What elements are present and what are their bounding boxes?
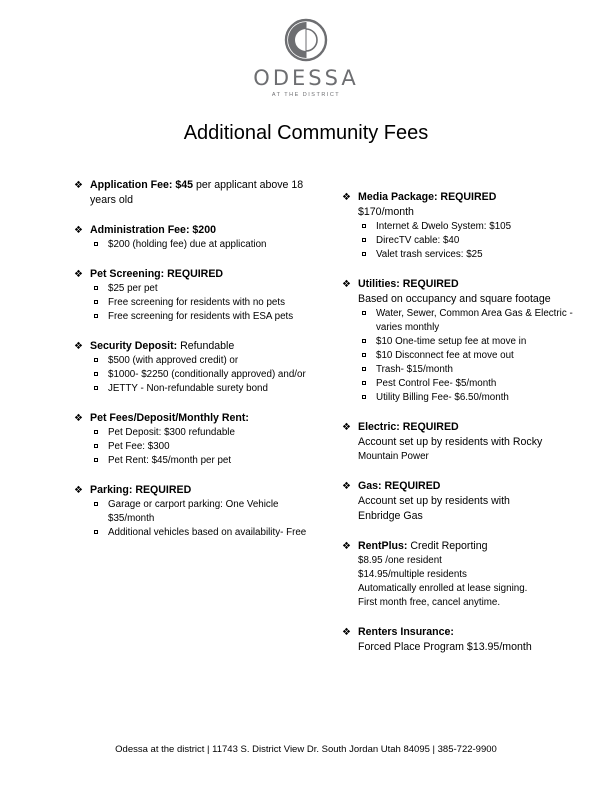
utilities-list [358,307,578,405]
rentplus-label: RentPlus: [358,540,408,552]
pet-screening-list [90,282,314,324]
pet-fees-list [90,426,314,468]
renters-insurance-line: Forced Place Program $13.95/month [358,641,532,653]
square-bullet-icon [362,395,366,399]
diamond-bullet-icon: ❖ [342,192,351,203]
square-bullet-icon [94,242,98,246]
pet-screening-section [74,267,314,324]
security-deposit-section [74,339,314,396]
renters-insurance-label: Renters Insurance: [358,626,454,638]
list-item: Pest Control Fee- $5/month [360,377,578,391]
list-item: $25 per pet [92,282,314,296]
pet-screening-label: Pet Screening: REQUIRED [90,268,224,280]
square-bullet-icon [362,238,366,242]
parking-label: Parking: REQUIRED [90,484,192,496]
logo [0,18,612,98]
diamond-bullet-icon: ❖ [74,485,83,496]
left-column [74,178,314,555]
administration-fee-list [90,238,314,252]
rentplus-section [342,539,578,610]
parking-section [74,483,314,540]
diamond-bullet-icon: ❖ [342,481,351,492]
list-item: Trash- $15/month [360,363,578,377]
media-package-label: Media Package: REQUIRED [358,191,497,203]
square-bullet-icon [94,372,98,376]
square-bullet-icon [94,286,98,290]
utilities-label: Utilities: REQUIRED [358,278,459,290]
list-item: Pet Deposit: $300 refundable [92,426,314,440]
square-bullet-icon [94,444,98,448]
security-deposit-text: Refundable [177,340,235,352]
list-item: Additional vehicles based on availability- Free [92,526,314,540]
utilities-section [342,277,578,405]
list-item: Pet Rent: $45/month per pet [92,454,314,468]
square-bullet-icon [94,530,98,534]
right-column [342,190,578,670]
list-item: Free screening for residents with no pets [92,296,314,310]
square-bullet-icon [94,430,98,434]
list-item: JETTY - Non-refundable surety bond [92,382,314,396]
square-bullet-icon [94,358,98,362]
square-bullet-icon [94,314,98,318]
square-bullet-icon [94,502,98,506]
list-item: Garage or carport parking: One Vehicle $35/month [92,498,314,526]
square-bullet-icon [94,386,98,390]
media-package-section [342,190,578,262]
electric-line-2: Mountain Power [358,451,429,462]
utilities-description: Based on occupancy and square footage [358,293,551,305]
security-deposit-list [90,354,314,396]
rentplus-text: Credit Reporting [407,540,488,552]
list-item: $10 One-time setup fee at move in [360,335,578,349]
diamond-bullet-icon: ❖ [342,627,351,638]
diamond-bullet-icon: ❖ [74,413,83,424]
gas-label: Gas: REQUIRED [358,480,441,492]
footer: Odessa at the district | 11743 S. District View Dr. South Jordan Utah 84095 | 385-722-9900 [115,744,497,755]
list-item: Utility Billing Fee- $6.50/month [360,391,578,405]
list-item: Water, Sewer, Common Area Gas & Electric -varies monthly [360,307,578,335]
square-bullet-icon [362,311,366,315]
security-deposit-label: Security Deposit: [90,340,178,352]
media-package-list [358,220,578,262]
diamond-bullet-icon: ❖ [342,422,351,433]
application-fee-label: Application Fee: $45 [90,179,194,191]
diamond-bullet-icon: ❖ [342,279,351,290]
pet-fees-section [74,411,314,468]
gas-section [342,479,578,524]
list-item: Valet trash services: $25 [360,248,578,262]
electric-label: Electric: REQUIRED [358,421,459,433]
application-fee-text: per applicant above 18 years old [90,179,304,206]
media-package-price: $170/month [358,206,414,218]
rentplus-line-2: $14.95/multiple residents [358,569,467,580]
gas-line-1: Account set up by residents with [358,495,510,507]
square-bullet-icon [362,224,366,228]
administration-fee-section [74,223,314,252]
renters-insurance-section [342,625,578,655]
electric-line-1: Account set up by residents with Rocky [358,436,543,448]
brand-name: ODESSA [253,66,359,90]
rentplus-line-4: First month free, cancel anytime. [358,597,501,608]
diamond-bullet-icon: ❖ [74,180,83,191]
electric-section [342,420,578,464]
gas-line-2: Enbridge Gas [358,510,423,522]
page-title: Additional Community Fees [183,122,429,144]
diamond-bullet-icon: ❖ [342,541,351,552]
square-bullet-icon [362,339,366,343]
square-bullet-icon [362,252,366,256]
diamond-bullet-icon: ❖ [74,225,83,236]
list-item: Free screening for residents with ESA pets [92,310,314,324]
list-item: Pet Fee: $300 [92,440,314,454]
pet-fees-label: Pet Fees/Deposit/Monthly Rent: [90,412,249,424]
square-bullet-icon [94,458,98,462]
list-item: $1000- $2250 (conditionally approved) and/or [92,368,314,382]
administration-fee-label: Administration Fee: $200 [90,224,216,236]
square-bullet-icon [362,367,366,371]
diamond-bullet-icon: ❖ [74,341,83,352]
application-fee-section [74,178,314,208]
square-bullet-icon [94,300,98,304]
diamond-bullet-icon: ❖ [74,269,83,280]
list-item: DirecTV cable: $40 [360,234,578,248]
square-bullet-icon [362,353,366,357]
list-item: $500 (with approved credit) or [92,354,314,368]
list-item: Internet & Dwelo System: $105 [360,220,578,234]
brand-tagline: AT THE DISTRICT [271,92,341,98]
rentplus-line-3: Automatically enrolled at lease signing. [358,583,528,594]
square-bullet-icon [362,381,366,385]
odessa-logo-mark [284,18,328,62]
parking-list [90,498,314,540]
list-item: $10 Disconnect fee at move out [360,349,578,363]
rentplus-line-1: $8.95 /one resident [358,555,442,566]
list-item: $200 (holding fee) due at application [92,238,314,252]
